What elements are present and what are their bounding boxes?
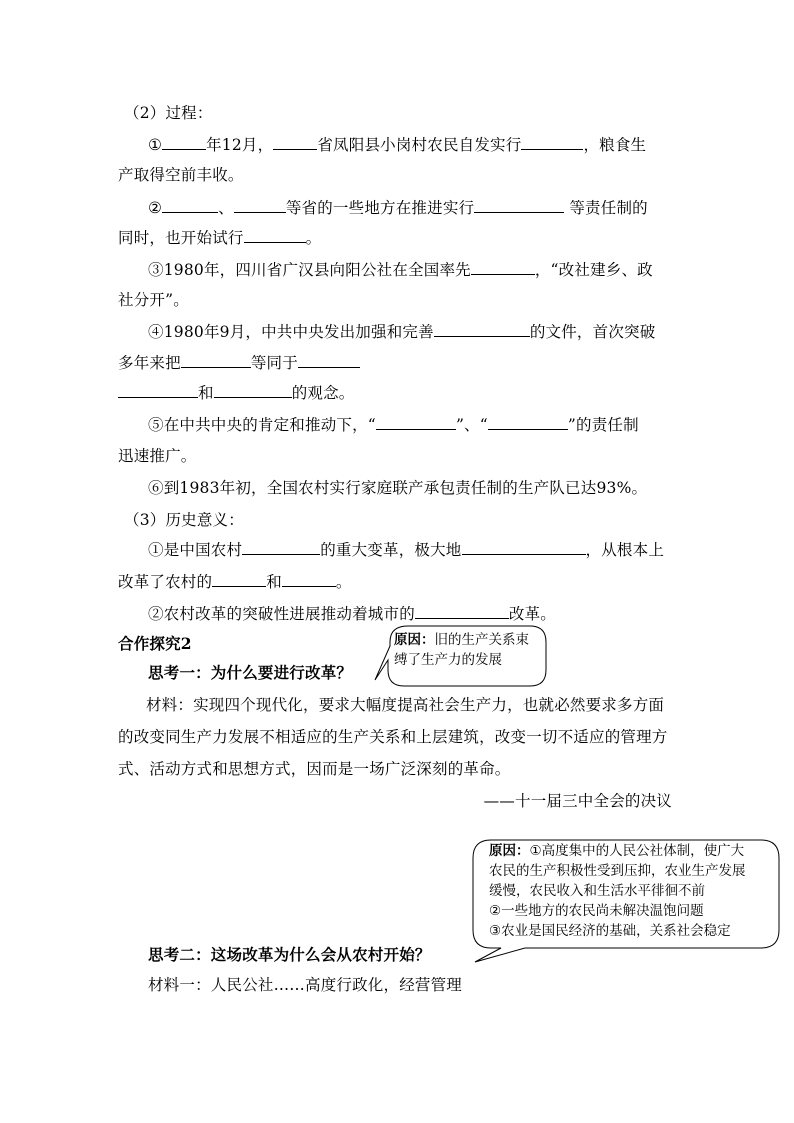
significance-item-1-line-2: 改革了农村的 和 。 [118,573,352,591]
bubble-2-line-1: 原因：①高度集中的人民公社体制，使广大 [489,843,745,859]
bubble-2-line-5: ③农业是国民经济的基础，关系社会稳定 [489,923,731,939]
process-item-5-line-1: ⑤在中共中央的肯定和推动下，“ ”、“ ”的责任制 [148,416,639,434]
material-one-line: 材料一：人民公社……高度行政化，经营管理 [148,976,463,994]
process-item-2-line-1: ② 、 等省的一些地方在推进实行 等责任制的 [148,199,648,217]
significance-heading: （3）历史意义： [124,511,244,529]
material-line-1: 材料：实现四个现代化，要求大幅度提高社会生产力，也就必然要求多方面 [146,696,665,714]
material-line-2: 的改变同生产力发展不相适应的生产关系和上层建筑，改变一切不适应的管理方 [118,728,668,746]
think-one-question: 思考一：为什么要进行改革？ [148,663,353,682]
significance-item-1-line-1: ①是中国农村 的重大变革，极大地 ，从根本上 [148,541,665,559]
significance-item-2: ②农村改革的突破性进展推动着城市的 改革。 [148,605,557,623]
bubble-1-line-1: 原因：旧的生产关系束 [394,632,529,648]
process-item-5-line-2: 迅速推广。 [118,447,197,465]
bubble-2-line-3: 缓慢，农民收入和生活水平徘徊不前 [489,883,705,899]
material-attribution: ——十一届三中全会的决议 [483,792,672,810]
process-item-2-line-2: 同时，也开始试行 。 [118,229,322,247]
process-item-4-line-2: 多年来把 等同于 [118,353,360,373]
think-two-question: 思考二：这场改革为什么会从农村开始？ [148,945,431,964]
process-item-4-line-1: ④1980年9月，中共中央发出加强和完善 的文件，首次突破 [148,323,656,341]
process-item-1-line-1: ① 年12月， 省凤阳县小岗村农民自发实行 ，粮食生 [148,136,647,154]
material-line-3: 式、活动方式和思想方式，因而是一场广泛深刻的革命。 [118,760,511,778]
bubble-1-line-2: 缚了生产力的发展 [394,652,502,668]
process-item-4-line-3: 和 的观念。 [118,383,355,403]
bubble-2-line-4: ②一些地方的农民尚未解决温饱问题 [489,903,704,919]
process-item-3-line-2: 社分开”。 [118,291,189,309]
coop-heading: 合作探究2 [118,634,192,653]
process-item-6: ⑥到1983年初，全国农村实行家庭联产承包责任制的生产队已达93%。 [148,479,648,497]
bubble-2-line-2: 农民的生产积极性受到压抑，农业生产发展 [489,863,746,879]
process-heading: （2）过程： [124,104,213,122]
process-item-3-line-1: ③1980年，四川省广汉县向阳公社在全国率先 ，“改社建乡、政 [148,261,653,279]
process-item-1-line-2: 产取得空前丰收。 [118,166,244,184]
